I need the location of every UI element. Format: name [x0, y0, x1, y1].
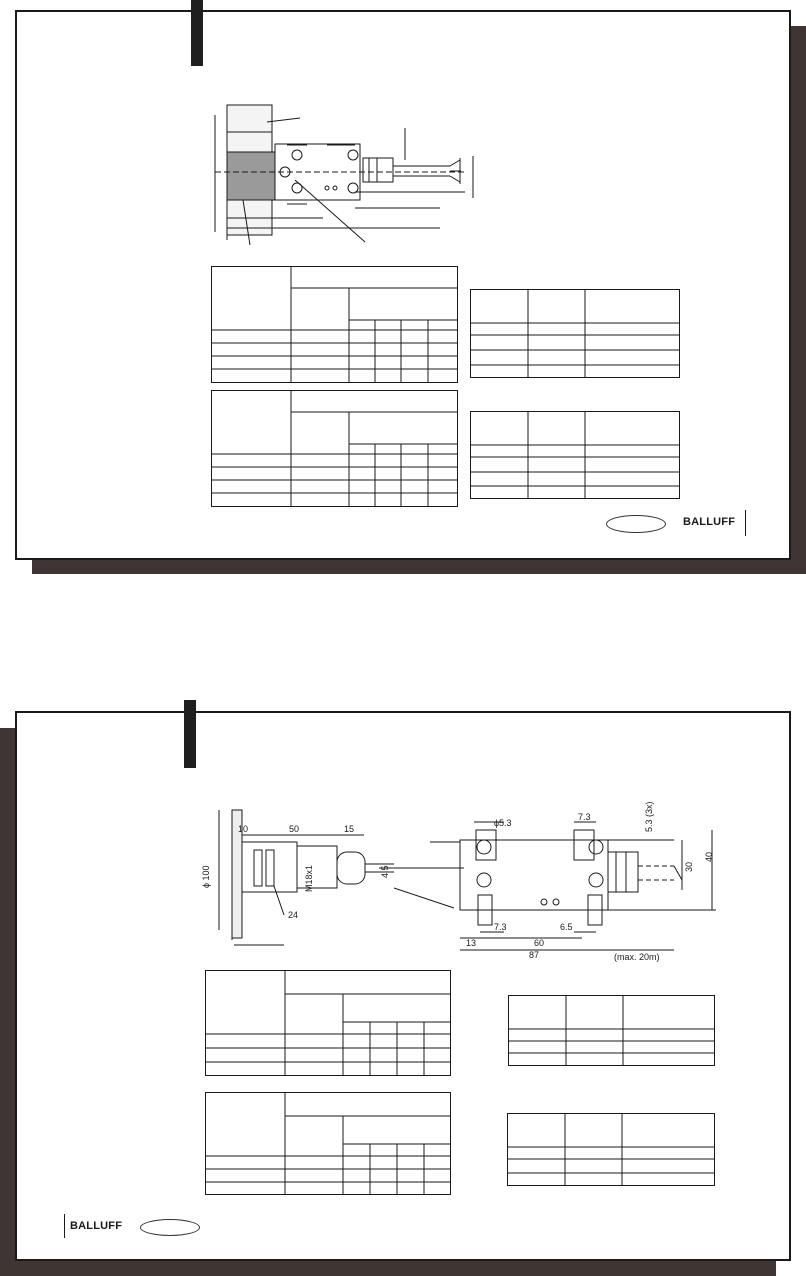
dim-4-5: 4.5 — [380, 865, 390, 878]
dim-87: 87 — [529, 950, 540, 960]
dim-hole-5-3: ϕ5.3 — [494, 818, 512, 828]
dim-50: 50 — [289, 824, 300, 834]
logo-divider-2 — [64, 1214, 65, 1238]
header-tab-2 — [184, 700, 196, 768]
spec-table-1a — [211, 266, 459, 384]
dim-thread: M18x1 — [304, 864, 314, 892]
dim-24: 24 — [288, 910, 299, 920]
sensor-drawing-2 — [201, 790, 724, 965]
spec-table-2b — [205, 1092, 452, 1196]
dim-top-7-3: 7.3 — [578, 812, 591, 822]
sensor-drawing-1 — [205, 100, 495, 255]
ce-oval-2 — [140, 1219, 200, 1236]
balluff-logo-1: BALLUFF — [683, 516, 736, 528]
dim-60: 60 — [534, 938, 545, 948]
dim-13: 13 — [466, 938, 477, 948]
header-tab-1 — [191, 0, 203, 66]
logo-divider-1 — [745, 510, 746, 536]
ce-oval-1 — [606, 515, 666, 533]
dim-15: 15 — [344, 824, 355, 834]
dim-height-30: 30 — [684, 861, 694, 872]
spec-table-1b — [211, 390, 459, 508]
spec-table-2a — [205, 970, 452, 1077]
spec-table-1c — [470, 289, 681, 379]
dim-bottom-7-3: 7.3 — [494, 922, 507, 932]
dim-height-40: 40 — [704, 851, 714, 862]
dim-cable-length: (max. 20m) — [614, 952, 660, 962]
dim-6-5: 6.5 — [560, 922, 573, 932]
spec-table-2c — [508, 995, 716, 1067]
dim-slot-5-3: 5.3 (3x) — [644, 801, 654, 832]
dim-diameter-100: ϕ 100 — [201, 865, 211, 888]
dim-10: 10 — [238, 824, 249, 834]
spec-table-2d — [507, 1113, 716, 1187]
balluff-logo-2: BALLUFF — [70, 1220, 123, 1232]
spec-table-1d — [470, 411, 681, 500]
